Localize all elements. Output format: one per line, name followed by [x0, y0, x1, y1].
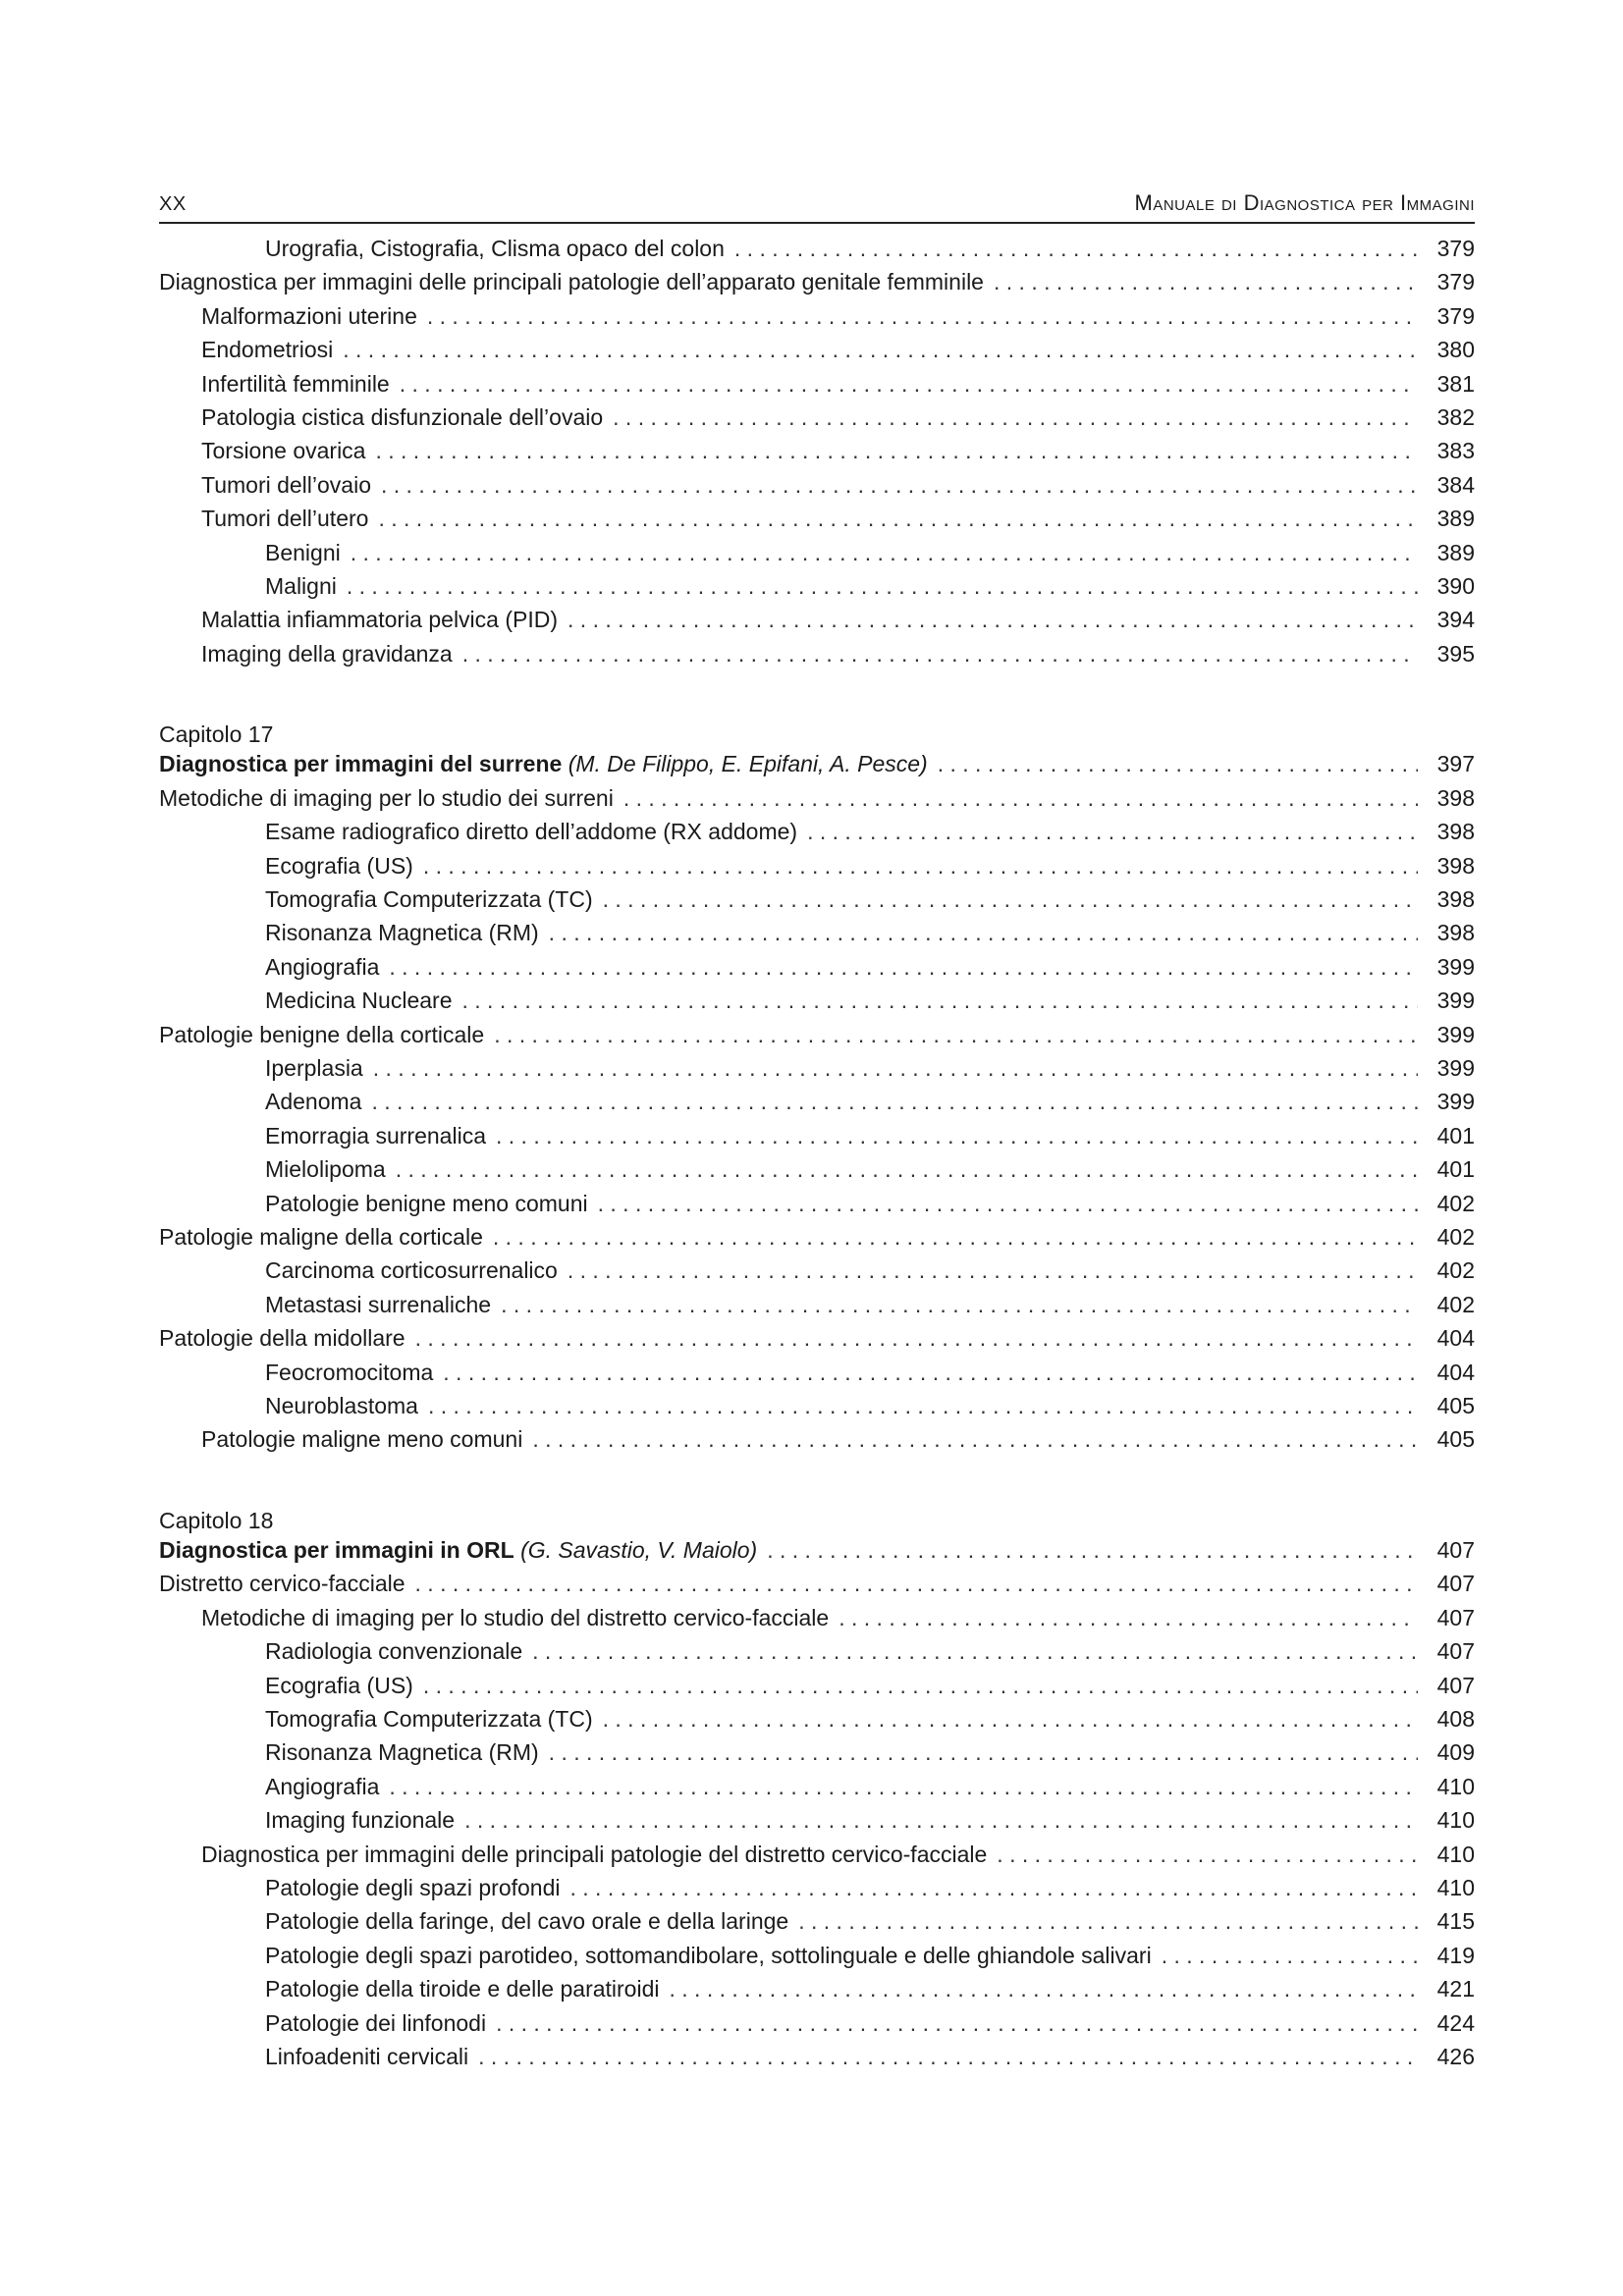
toc-entry[interactable] — [159, 1089, 1475, 1122]
toc-entry-title: Adenoma — [265, 1089, 362, 1115]
toc-entry-title: Patologie degli spazi parotideo, sottomandibolare, sottolinguale e delle ghiandole salivari — [265, 1942, 1152, 1968]
dot-leader — [997, 1842, 1418, 1868]
page-number: 395 — [1436, 640, 1475, 667]
page-number: 398 — [1436, 920, 1475, 946]
toc-entry-title: Patologie maligne della corticale — [159, 1223, 483, 1250]
toc-entry-title: Mielolipoma — [265, 1156, 386, 1183]
chapter-label: Capitolo 17 — [159, 721, 274, 748]
page-number: 402 — [1436, 1291, 1475, 1317]
dot-leader — [798, 1908, 1418, 1935]
chapter-authors: (M. De Filippo, E. Epifani, A. Pesce) — [568, 751, 928, 777]
chapter-title-line[interactable] — [159, 1537, 1475, 1571]
toc-entry-title: Patologie degli spazi profondi — [265, 1874, 561, 1900]
toc-entry[interactable] — [159, 573, 1475, 607]
dot-leader — [807, 819, 1418, 845]
page-number: 397 — [1436, 751, 1475, 777]
toc-entry-title: Benigni — [265, 539, 341, 565]
toc-entry-title: Imaging della gravidanza — [201, 640, 453, 667]
toc-entry-title: Torsione ovarica — [201, 438, 366, 464]
dot-leader — [351, 540, 1418, 566]
toc-entry-title: Medicina Nucleare — [265, 988, 453, 1014]
toc-entry[interactable] — [159, 1807, 1475, 1841]
dot-leader — [343, 337, 1418, 363]
page-number: 407 — [1436, 1638, 1475, 1665]
page-number: 399 — [1436, 953, 1475, 980]
dot-leader — [496, 2010, 1418, 2037]
toc-entry[interactable] — [159, 819, 1475, 852]
chapter-authors: (G. Savastio, V. Maiolo) — [520, 1537, 758, 1564]
chapter-title-wrap — [159, 1537, 757, 1564]
dot-leader — [669, 1976, 1418, 2002]
toc-entry-title: Metodiche di imaging per lo studio dei surreni — [159, 784, 614, 811]
page-number: 398 — [1436, 784, 1475, 811]
dot-leader — [549, 1739, 1418, 1766]
toc-entry-title: Distretto cervico-facciale — [159, 1571, 406, 1597]
toc-entry[interactable] — [159, 1739, 1475, 1773]
page-number: 401 — [1436, 1122, 1475, 1148]
page-number: 419 — [1436, 1942, 1475, 1968]
dot-leader — [549, 920, 1418, 946]
page-number: 407 — [1436, 1672, 1475, 1698]
toc-entry[interactable] — [159, 540, 1475, 573]
dot-leader — [569, 1875, 1418, 1901]
toc-entry-title: Ecografia (US) — [265, 1672, 413, 1698]
toc-entry-title: Tumori dell’ovaio — [201, 471, 371, 498]
chapter-label: Capitolo 18 — [159, 1507, 274, 1533]
toc-entry[interactable] — [159, 303, 1475, 337]
page-number: 398 — [1436, 852, 1475, 879]
toc-entry[interactable] — [159, 1774, 1475, 1807]
toc-entry-title: Radiologia convenzionale — [265, 1638, 523, 1665]
toc-entry-title: Carcinoma corticosurrenalico — [265, 1257, 558, 1284]
toc-entry-title: Patologie maligne meno comuni — [201, 1426, 523, 1453]
dot-leader — [532, 1638, 1418, 1665]
page-number: 394 — [1436, 607, 1475, 633]
dot-leader — [568, 1257, 1418, 1284]
toc-entry[interactable] — [159, 1292, 1475, 1325]
toc-entry-title: Infertilità femminile — [201, 370, 390, 397]
page-number: 410 — [1436, 1841, 1475, 1867]
toc-entry-title: Tumori dell’utero — [201, 506, 369, 532]
dot-leader — [400, 371, 1418, 398]
page-header — [159, 183, 1475, 224]
dot-leader — [415, 1325, 1418, 1352]
toc-entry[interactable] — [159, 1426, 1475, 1460]
page-number: 404 — [1436, 1359, 1475, 1385]
dot-leader — [598, 1191, 1418, 1217]
toc-entry[interactable] — [159, 853, 1475, 886]
dot-leader — [375, 438, 1418, 464]
dot-leader — [461, 988, 1418, 1014]
page-number: 399 — [1436, 1054, 1475, 1081]
chapter-title: Diagnostica per immagini in ORL — [159, 1537, 514, 1564]
toc-entry[interactable] — [159, 404, 1475, 438]
toc-entry-title: Diagnostica per immagini delle principali patologie dell’apparato genitale femminile — [159, 269, 984, 295]
toc-entry[interactable] — [159, 269, 1475, 302]
chapter-title-line[interactable] — [159, 751, 1475, 784]
page-number: 402 — [1436, 1257, 1475, 1284]
dot-leader — [462, 641, 1418, 667]
dot-leader — [428, 1393, 1418, 1419]
dot-leader — [389, 954, 1418, 981]
toc-entry[interactable] — [159, 506, 1475, 539]
toc-entry[interactable] — [159, 2044, 1475, 2077]
toc-entry[interactable] — [159, 1393, 1475, 1426]
toc-entry-title: Patologie benigne della corticale — [159, 1021, 485, 1047]
dot-leader — [371, 1089, 1418, 1115]
page-number: 398 — [1436, 819, 1475, 845]
toc-entry-title: Patologie benigne meno comuni — [265, 1190, 588, 1216]
dot-leader — [501, 1292, 1418, 1318]
dot-leader — [464, 1807, 1418, 1834]
dot-leader — [532, 1426, 1418, 1453]
toc-entry-title: Ecografia (US) — [265, 852, 413, 879]
page-folio: XX — [159, 193, 187, 215]
page-number: 380 — [1436, 337, 1475, 363]
toc-entry-title: Malformazioni uterine — [201, 302, 417, 329]
chapter-18 — [159, 1504, 1475, 2078]
dot-leader — [603, 1706, 1418, 1733]
toc-entry[interactable] — [159, 1943, 1475, 1976]
toc-entry[interactable] — [159, 1325, 1475, 1359]
toc-entry-title: Diagnostica per immagini delle principali patologie del distretto cervico-facciale — [201, 1841, 988, 1867]
toc-entry[interactable] — [159, 1673, 1475, 1706]
toc-entry-title: Iperplasia — [265, 1054, 363, 1081]
toc-entry-title: Patologie della tiroide e delle paratiroidi — [265, 1976, 660, 2002]
toc-section-continued — [159, 236, 1475, 674]
dot-leader — [839, 1605, 1418, 1631]
toc-entry[interactable] — [159, 1638, 1475, 1672]
toc-entry-title: Neuroblastoma — [265, 1392, 418, 1418]
toc-entry[interactable] — [159, 236, 1475, 269]
dot-leader — [381, 472, 1418, 499]
toc-entry[interactable] — [159, 1224, 1475, 1257]
page-number: 415 — [1436, 1908, 1475, 1935]
toc-entry[interactable] — [159, 1123, 1475, 1156]
toc-entry[interactable] — [159, 438, 1475, 471]
toc-entry[interactable] — [159, 1571, 1475, 1604]
dot-leader — [389, 1774, 1418, 1800]
dot-leader — [1162, 1943, 1418, 1969]
page-number: 383 — [1436, 438, 1475, 464]
dot-leader — [423, 1673, 1418, 1699]
page-number: 409 — [1436, 1739, 1475, 1766]
toc-entry[interactable] — [159, 472, 1475, 506]
toc-entry-title: Tomografia Computerizzata (TC) — [265, 886, 593, 913]
dot-leader — [427, 303, 1418, 330]
page-number: 379 — [1436, 302, 1475, 329]
chapter-title-wrap — [159, 751, 928, 777]
toc-entry-title: Tomografia Computerizzata (TC) — [265, 1706, 593, 1733]
page-number: 401 — [1436, 1156, 1475, 1183]
toc-entry[interactable] — [159, 886, 1475, 920]
toc-entry[interactable] — [159, 988, 1475, 1021]
toc-entry[interactable] — [159, 1022, 1475, 1055]
running-title: Manuale di Diagnostica per Immagini — [1134, 190, 1475, 215]
dot-leader — [415, 1571, 1418, 1597]
toc-entry[interactable] — [159, 641, 1475, 674]
page-number: 389 — [1436, 539, 1475, 565]
toc-entry[interactable] — [159, 1257, 1475, 1291]
page-number: 410 — [1436, 1807, 1475, 1834]
page-number: 410 — [1436, 1773, 1475, 1799]
page-number: 379 — [1436, 269, 1475, 295]
toc-entry-title: Malattia infiammatoria pelvica (PID) — [201, 607, 559, 633]
toc-entry[interactable] — [159, 337, 1475, 370]
chapter-gap — [159, 1461, 1475, 1504]
dot-leader — [347, 573, 1418, 600]
dot-leader — [478, 2044, 1418, 2070]
toc-entry[interactable] — [159, 1842, 1475, 1875]
page-number: 399 — [1436, 1089, 1475, 1115]
toc-entry-title: Patologie della midollare — [159, 1325, 406, 1352]
dot-leader — [396, 1156, 1418, 1183]
dot-leader — [603, 886, 1418, 913]
toc-entry-title: Patologie dei linfonodi — [265, 2009, 487, 2036]
chapter-gap — [159, 674, 1475, 718]
toc-entry[interactable] — [159, 785, 1475, 819]
page-number: 426 — [1436, 2043, 1475, 2069]
page-number: 405 — [1436, 1426, 1475, 1453]
toc-entry[interactable] — [159, 2010, 1475, 2044]
toc-entry-title: Angiografia — [265, 953, 380, 980]
toc-entry[interactable] — [159, 1191, 1475, 1224]
dot-leader — [494, 1022, 1418, 1048]
toc-entry[interactable] — [159, 1360, 1475, 1393]
dot-leader — [938, 751, 1418, 777]
toc-entry-title: Metastasi surrenaliche — [265, 1291, 492, 1317]
toc-page — [159, 183, 1475, 2077]
toc-entry-title: Angiografia — [265, 1773, 380, 1799]
dot-leader — [378, 506, 1418, 532]
chapter-17 — [159, 718, 1475, 1461]
page-number: 407 — [1436, 1571, 1475, 1597]
page-number: 421 — [1436, 1976, 1475, 2002]
page-number: 399 — [1436, 1021, 1475, 1047]
toc-entry[interactable] — [159, 1156, 1475, 1190]
page-number: 410 — [1436, 1874, 1475, 1900]
page-number: 402 — [1436, 1190, 1475, 1216]
toc-entry[interactable] — [159, 920, 1475, 953]
toc-entry[interactable] — [159, 1976, 1475, 2009]
chapter-entries — [159, 785, 1475, 1461]
page-number: 384 — [1436, 471, 1475, 498]
toc-entry-title: Metodiche di imaging per lo studio del distretto cervico-facciale — [201, 1604, 830, 1630]
toc-entry[interactable] — [159, 954, 1475, 988]
page-number: 390 — [1436, 572, 1475, 599]
page-number: 405 — [1436, 1392, 1475, 1418]
toc-entry-title: Risonanza Magnetica (RM) — [265, 1739, 539, 1766]
toc-entry[interactable] — [159, 1706, 1475, 1739]
toc-entry-title: Linfoadeniti cervicali — [265, 2043, 469, 2069]
toc-entry[interactable] — [159, 371, 1475, 404]
page-number: 398 — [1436, 886, 1475, 913]
toc-entry-title: Imaging funzionale — [265, 1807, 456, 1834]
dot-leader — [734, 236, 1418, 262]
table-of-contents — [159, 236, 1475, 2077]
page-number: 402 — [1436, 1223, 1475, 1250]
page-number: 407 — [1436, 1537, 1475, 1564]
dot-leader — [994, 269, 1418, 295]
toc-entry-title: Patologie della faringe, del cavo orale e della laringe — [265, 1908, 789, 1935]
dot-leader — [767, 1537, 1418, 1564]
chapter-title: Diagnostica per immagini del surrene — [159, 751, 563, 777]
dot-leader — [623, 785, 1418, 812]
dot-leader — [443, 1360, 1418, 1386]
toc-entry-title: Emorragia surrenalica — [265, 1122, 486, 1148]
page-number: 424 — [1436, 2009, 1475, 2036]
toc-entry-title: Patologia cistica disfunzionale dell’ovaio — [201, 403, 604, 430]
page-number: 382 — [1436, 403, 1475, 430]
page-number: 381 — [1436, 370, 1475, 397]
page-number: 399 — [1436, 988, 1475, 1014]
dot-leader — [568, 607, 1418, 633]
toc-entry[interactable] — [159, 607, 1475, 640]
page-number: 407 — [1436, 1604, 1475, 1630]
page-number: 404 — [1436, 1325, 1475, 1352]
toc-entry-title: Maligni — [265, 572, 337, 599]
toc-entry-title: Esame radiografico diretto dell’addome (RX addome) — [265, 819, 798, 845]
toc-entry-title: Urografia, Cistografia, Clisma opaco del colon — [265, 236, 725, 261]
page-number: 379 — [1436, 236, 1475, 261]
toc-entry-title: Feocromocitoma — [265, 1359, 434, 1385]
dot-leader — [373, 1055, 1418, 1082]
dot-leader — [423, 853, 1418, 880]
dot-leader — [613, 404, 1418, 431]
toc-entry[interactable] — [159, 1908, 1475, 1942]
dot-leader — [493, 1224, 1418, 1251]
toc-entry-title: Endometriosi — [201, 337, 334, 363]
page-number: 408 — [1436, 1706, 1475, 1733]
dot-leader — [496, 1123, 1418, 1149]
toc-entry-title: Risonanza Magnetica (RM) — [265, 920, 539, 946]
chapter-entries — [159, 1571, 1475, 2077]
toc-entry[interactable] — [159, 1875, 1475, 1908]
page-number: 389 — [1436, 506, 1475, 532]
toc-entry[interactable] — [159, 1605, 1475, 1638]
toc-entry[interactable] — [159, 1055, 1475, 1089]
